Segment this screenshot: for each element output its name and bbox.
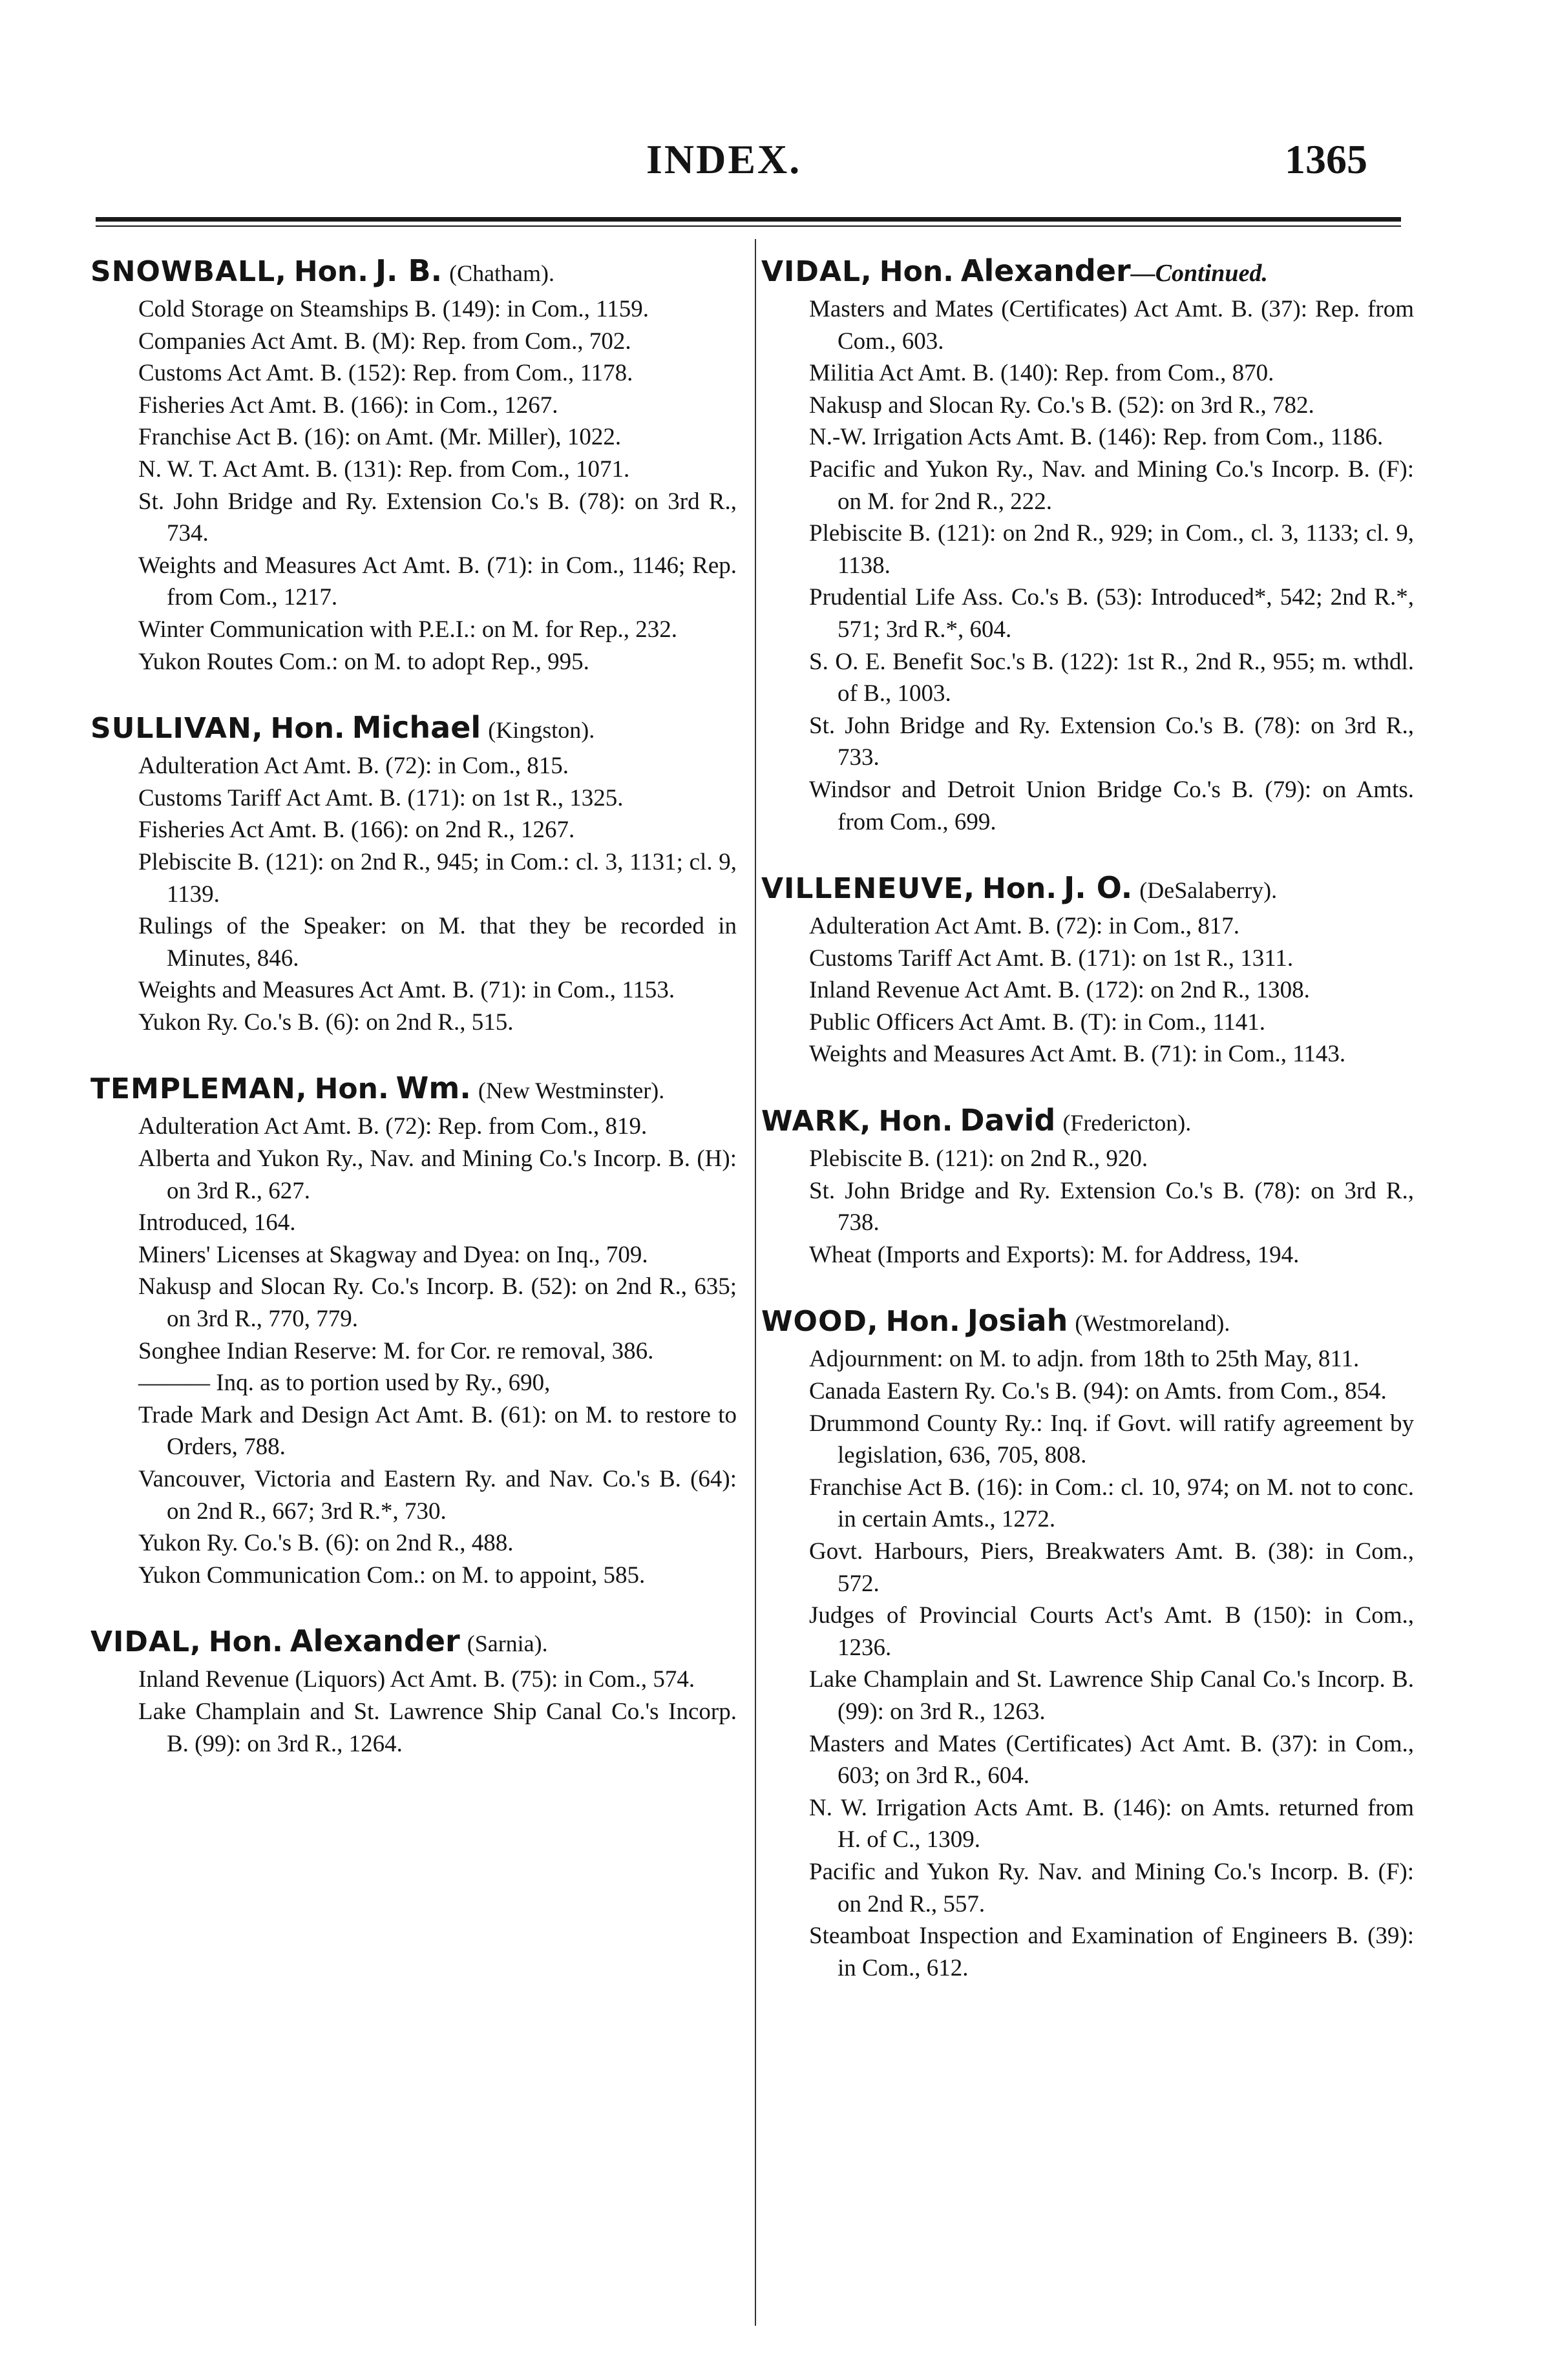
index-entry [90,253,737,678]
index-item: Alberta and Yukon Ry., Nav. and Mining Co.'s Incorp. B. (H): on 3rd R., 627. [138,1145,737,1204]
member-given-name: Alexander [960,253,1131,288]
member-honorific: Hon. [270,712,345,746]
entry-heading [761,253,1414,291]
index-item: St. John Bridge and Ry. Extension Co.'s B. (78): on 3rd R., 734. [138,488,737,547]
index-item: Companies Act Amt. B. (M): Rep. from Com., 702. [138,328,631,355]
member-constituency: (Westmoreland). [1075,1310,1230,1337]
entry-heading [90,1070,737,1108]
right-column [761,253,1414,2016]
member-surname: SULLIVAN, [90,712,264,746]
index-item: Weights and Measures Act Amt. B. (71): in Com., 1146; Rep. from Com., 1217. [138,552,737,611]
index-item: Franchise Act B. (16): in Com.: cl. 10, 974; on M. not to conc. in certain Amts., 1272. [809,1474,1414,1533]
member-honorific: Hon. [885,1305,960,1339]
index-item: Adulteration Act Amt. B. (72): in Com., 817. [809,913,1239,940]
index-item: Lake Champlain and St. Lawrence Ship Canal Co.'s Incorp. B. (99): on 3rd R., 1264. [138,1698,737,1757]
member-constituency: (Fredericton). [1062,1110,1192,1136]
member-honorific: Hon. [879,255,954,288]
entry-items [90,293,737,678]
index-item: Masters and Mates (Certificates) Act Amt. B. (37): Rep. from Com., 603. [809,296,1414,355]
index-item: Drummond County Ry.: Inq. if Govt. will ratify agreement by legislation, 636, 705, 808. [809,1410,1414,1469]
index-item: Steamboat Inspection and Examination of Engineers B. (39): in Com., 612. [809,1923,1414,1981]
entry-items [761,910,1414,1070]
index-item: N.-W. Irrigation Acts Amt. B. (146): Rep. from Com., 1186. [809,424,1384,451]
index-item: Fisheries Act Amt. B. (166): on 2nd R., 1267. [138,817,575,844]
index-item: Lake Champlain and St. Lawrence Ship Canal Co.'s Incorp. B. (99): on 3rd R., 1263. [809,1666,1414,1725]
index-item: Govt. Harbours, Piers, Breakwaters Amt. B. (38): in Com., 572. [809,1538,1414,1597]
member-surname: WOOD, [761,1305,879,1339]
entry-items [761,293,1414,838]
index-item: Nakusp and Slocan Ry. Co.'s B. (52): on 3rd R., 782. [809,391,1314,419]
index-item: S. O. E. Benefit Soc.'s B. (122): 1st R., 2nd R., 955; m. wthdl. of B., 1003. [809,648,1414,707]
header-rule-thin [96,225,1401,227]
index-item: Vancouver, Victoria and Eastern Ry. and Nav. Co.'s B. (64): on 2nd R., 667; 3rd R.*, 730. [138,1466,737,1525]
member-constituency: (Kingston). [488,717,595,744]
member-honorific: Hon. [293,255,368,288]
member-given-name: J. O. [1064,870,1133,906]
member-surname: VILLENEUVE, [761,872,975,906]
member-surname: VIDAL, [90,1625,202,1659]
entry-heading [90,710,737,747]
member-honorific: Hon. [314,1072,389,1106]
index-item: Yukon Ry. Co.'s B. (6): on 2nd R., 515. [138,1008,514,1036]
index-item: Weights and Measures Act Amt. B. (71): in Com., 1153. [138,977,675,1004]
index-item: Judges of Provincial Courts Act's Amt. B (150): in Com., 1236. [809,1602,1414,1661]
index-item: Militia Act Amt. B. (140): Rep. from Com., 870. [809,360,1274,387]
index-entry [761,1303,1414,1984]
index-item: Cold Storage on Steamships B. (149): in Com., 1159. [138,296,649,322]
index-item: Windsor and Detroit Union Bridge Co.'s B. (79): on Amts. from Com., 699. [809,776,1414,835]
page-number: 1365 [1285,136,1367,182]
index-item: Customs Tariff Act Amt. B. (171): on 1st R., 1325. [138,784,624,811]
index-item: Weights and Measures Act Amt. B. (71): in Com., 1143. [809,1041,1346,1068]
index-item: Plebiscite B. (121): on 2nd R., 945; in Com.: cl. 3, 1131; cl. 9, 1139. [138,848,737,908]
index-item: Plebiscite B. (121): on 2nd R., 920. [809,1145,1148,1173]
index-item: Adulteration Act Amt. B. (72): Rep. from Com., 819. [138,1113,648,1140]
page-header [0,0,1560,194]
entry-heading [761,870,1414,908]
index-item: Adulteration Act Amt. B. (72): in Com., 815. [138,753,569,780]
index-entry [761,253,1414,838]
index-item: Rulings of the Speaker: on M. that they be recorded in Minutes, 846. [138,913,737,972]
index-item: St. John Bridge and Ry. Extension Co.'s B. (78): on 3rd R., 738. [809,1177,1414,1237]
header-rule [96,217,1401,222]
entry-items [761,1343,1414,1984]
index-item: Pacific and Yukon Ry., Nav. and Mining Co.'s Incorp. B. (F): on M. for 2nd R., 222. [809,455,1414,515]
index-item: St. John Bridge and Ry. Extension Co.'s B. (78): on 3rd R., 733. [809,712,1414,771]
index-item: Wheat (Imports and Exports): M. for Address, 194. [809,1241,1300,1268]
index-item: Pacific and Yukon Ry. Nav. and Mining Co.'s Incorp. B. (F): on 2nd R., 557. [809,1858,1414,1917]
member-given-name: J. B. [375,253,443,288]
entry-heading [761,1303,1414,1341]
member-given-name: Michael [352,710,481,746]
index-item: Inland Revenue (Liquors) Act Amt. B. (75): in Com., 574. [138,1666,695,1693]
member-honorific: Hon. [208,1625,283,1659]
index-item: Winter Communication with P.E.I.: on M. for Rep., 232. [138,616,678,643]
index-entry [90,1623,737,1760]
index-item: Masters and Mates (Certificates) Act Amt. B. (37): in Com., 603; on 3rd R., 604. [809,1730,1414,1790]
column-divider [755,239,756,2326]
member-constituency: (New Westminster). [478,1078,665,1104]
index-item: Customs Act Amt. B. (152): Rep. from Com., 1178. [138,360,633,387]
index-item: ——— Inq. as to portion used by Ry., 690, [138,1370,551,1397]
member-given-name: Alexander [290,1623,460,1659]
member-constituency: (Sarnia). [467,1631,548,1657]
index-entry [90,1070,737,1591]
index-item: Miners' Licenses at Skagway and Dyea: on Inq., 709. [138,1241,648,1268]
entry-heading [761,1103,1414,1140]
entry-heading [90,253,737,291]
index-item: Franchise Act B. (16): on Amt. (Mr. Miller), 1022. [138,424,622,451]
member-surname: WARK, [761,1105,872,1138]
index-item: Yukon Ry. Co.'s B. (6): on 2nd R., 488. [138,1530,514,1557]
member-constituency: (DeSalaberry). [1139,877,1278,904]
index-item: Canada Eastern Ry. Co.'s B. (94): on Amts. from Com., 854. [809,1378,1387,1405]
index-item: Public Officers Act Amt. B. (T): in Com., 1141. [809,1008,1266,1036]
member-honorific: Hon. [982,872,1057,906]
running-title: INDEX. [646,136,802,182]
index-item: Plebiscite B. (121): on 2nd R., 929; in Com., cl. 3, 1133; cl. 9, 1138. [809,520,1414,579]
member-surname: SNOWBALL, [90,255,287,288]
entry-heading [90,1623,737,1661]
index-entry [761,1103,1414,1271]
member-surname: VIDAL, [761,255,872,288]
index-entry [90,710,737,1038]
index-item: Adjournment: on M. to adjn. from 18th to 25th May, 811. [809,1346,1360,1373]
member-given-name: Josiah [967,1303,1068,1339]
index-item: Yukon Communication Com.: on M. to appoint, 585. [138,1561,646,1589]
index-item: Customs Tariff Act Amt. B. (171): on 1st R., 1311. [809,945,1294,972]
member-honorific: Hon. [878,1105,953,1138]
index-entry [761,870,1414,1070]
entry-items [90,1664,737,1760]
index-item: Introduced, 164. [138,1209,296,1237]
index-item: Prudential Life Ass. Co.'s B. (53): Introduced*, 542; 2nd R.*, 571; 3rd R.*, 604. [809,584,1414,643]
entry-items [90,750,737,1038]
index-item: Trade Mark and Design Act Amt. B. (61): on M. to restore to Orders, 788. [138,1401,737,1461]
continued-label: —Continued. [1130,260,1268,287]
index-item: Songhee Indian Reserve: M. for Cor. re removal, 386. [138,1337,654,1364]
index-item: N. W. Irrigation Acts Amt. B. (146): on Amts. returned from H. of C., 1309. [809,1794,1414,1853]
entry-items [90,1111,737,1591]
member-given-name: Wm. [395,1070,471,1106]
index-item: Inland Revenue Act Amt. B. (172): on 2nd R., 1308. [809,977,1310,1004]
left-column [90,253,737,1792]
member-given-name: David [960,1103,1056,1138]
index-item: Yukon Routes Com.: on M. to adopt Rep., 995. [138,648,589,675]
entry-items [761,1143,1414,1271]
index-item: N. W. T. Act Amt. B. (131): Rep. from Com., 1071. [138,455,630,483]
index-item: Nakusp and Slocan Ry. Co.'s Incorp. B. (52): on 2nd R., 635; on 3rd R., 770, 779. [138,1273,737,1333]
member-surname: TEMPLEMAN, [90,1072,308,1106]
index-item: Fisheries Act Amt. B. (166): in Com., 1267. [138,391,558,419]
member-constituency: (Chatham). [449,260,555,286]
